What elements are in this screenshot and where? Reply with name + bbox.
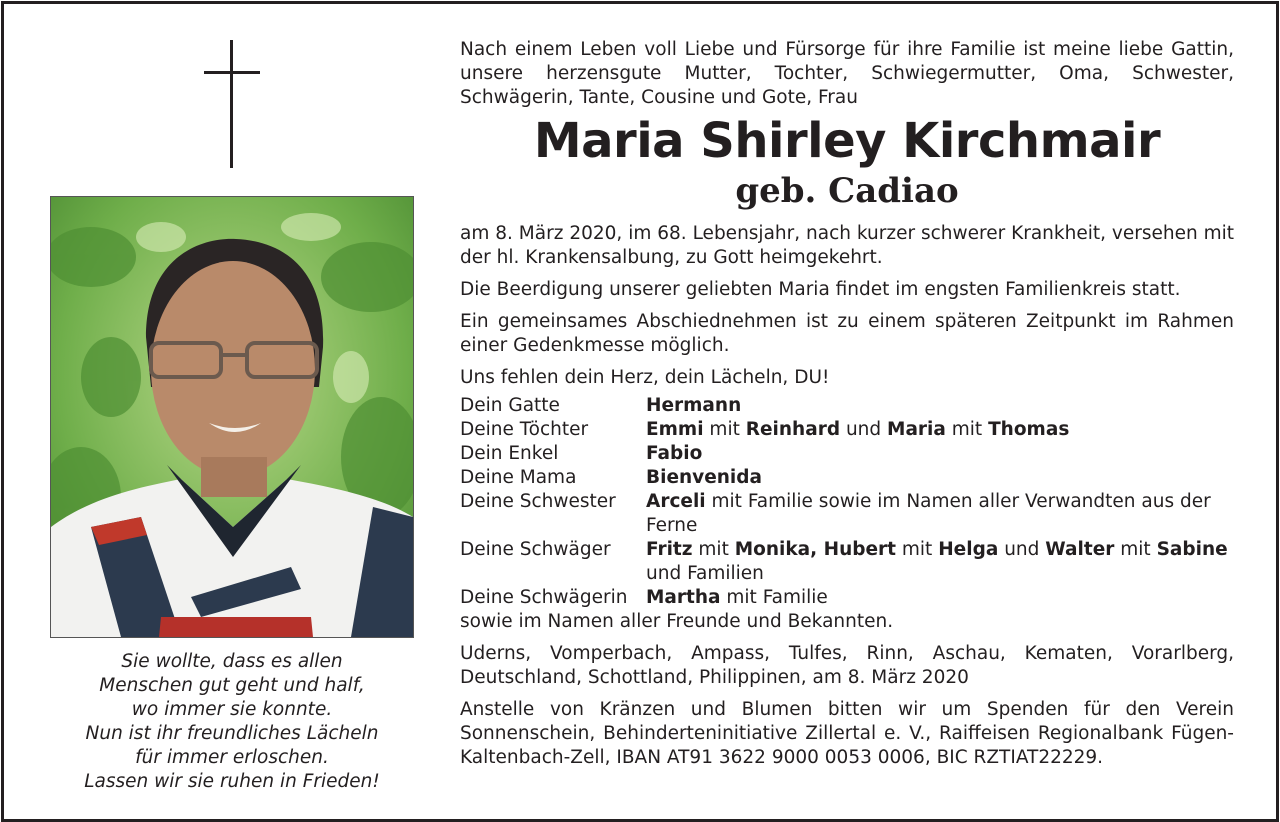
family-members <box>646 466 1234 490</box>
family-member-connector: mit <box>896 539 939 560</box>
poem-line: wo immer sie konnte. <box>131 699 333 720</box>
family-member-name: Sabine <box>1156 539 1228 560</box>
family-members <box>646 490 1234 538</box>
family-member-connector: mit <box>945 419 989 440</box>
places-date: Uderns, Vomperbach, Ampass, Tulfes, Rinn, Aschau, Kematen, Vorarlberg, Deutschland, Schottland, Philippinen, am 8. März 2020 <box>460 643 1234 688</box>
birth-name: geb. Cadiao <box>735 171 959 211</box>
family-members <box>646 586 1234 610</box>
family-member-name: Arceli <box>646 491 706 512</box>
family-member-connector: mit <box>703 419 746 440</box>
missing-line: Uns fehlen dein Herz, dein Lächeln, DU! <box>460 367 830 388</box>
family-member-name: Bienvenida <box>646 467 763 488</box>
funeral-notice: Die Beerdigung unserer geliebten Maria findet im engsten Familienkreis statt. <box>460 279 1181 300</box>
family-member-name: Fabio <box>646 443 703 464</box>
family-member-connector: mit <box>692 539 735 560</box>
memorial-poem <box>50 650 414 794</box>
farewell-notice: Ein gemeinsames Abschiednehmen ist zu einem späteren Zeitpunkt im Rahmen einer Gedenkmesse möglich. <box>460 311 1234 356</box>
family-member-name: Maria <box>887 419 946 440</box>
poem-line: Lassen wir sie ruhen in Frieden! <box>84 771 380 792</box>
family-role: Deine Schwäger <box>460 539 611 560</box>
obituary-text <box>460 38 1234 770</box>
family-member-name: Helga <box>938 539 999 560</box>
family-member-connector: und <box>840 419 888 440</box>
portrait-photo <box>50 196 414 638</box>
family-role: Deine Schwester <box>460 491 616 512</box>
donation-note: Anstelle von Kränzen und Blumen bitten wir um Spenden für den Verein Sonnenschein, Behinderteninitiative Zillertal e. V., Raiffeisen Regionalbank Fügen-Kaltenbach-Zell, IBAN AT91 3622 9000 0053 0006, BIC RZTIAT22229. <box>460 699 1234 768</box>
family-role: Dein Enkel <box>460 443 559 464</box>
family-member-name: Fritz <box>646 539 693 560</box>
family-member-name: Martha <box>646 587 721 608</box>
family-members <box>646 394 1234 418</box>
family-member-connector: und <box>998 539 1046 560</box>
family-members <box>646 538 1234 586</box>
family-member-name: Hermann <box>646 395 742 416</box>
family-role: Deine Töchter <box>460 419 589 440</box>
poem-line: Nun ist ihr freundliches Lächeln <box>85 723 379 744</box>
family-member-connector: mit Familie <box>720 587 828 608</box>
obituary-frame <box>1 1 1279 822</box>
family-role: Deine Mama <box>460 467 577 488</box>
family-member-name: Walter <box>1045 539 1115 560</box>
family-members <box>646 418 1234 442</box>
poem-line: Sie wollte, dass es allen <box>121 651 343 672</box>
family-member-connector: mit Familie sowie im Namen aller Verwandten aus der Ferne <box>646 491 1211 536</box>
family-member-connector: und Familien <box>646 563 764 584</box>
deceased-name: Maria Shirley Kirchmair <box>533 113 1161 169</box>
death-notice: am 8. März 2020, im 68. Lebensjahr, nach kurzer schwerer Krankheit, versehen mit der hl. Krankensalbung, zu Gott heimgekehrt. <box>460 223 1234 268</box>
poem-line: Menschen gut geht und half, <box>99 675 365 696</box>
family-role: Deine Schwägerin <box>460 587 628 608</box>
cross-icon <box>204 40 260 168</box>
family-role: Dein Gatte <box>460 395 560 416</box>
family-members <box>646 442 1234 466</box>
family-member-name: Thomas <box>988 419 1070 440</box>
family-member-name: Emmi <box>646 419 704 440</box>
friends-line: sowie im Namen aller Freunde und Bekannten. <box>460 611 894 632</box>
family-member-name: Monika, Hubert <box>734 539 897 560</box>
intro-text: Nach einem Leben voll Liebe und Fürsorge für ihre Familie ist meine liebe Gattin, unsere herzensgute Mutter, Tochter, Schwiegermutter, Oma, Schwester, Schwägerin, Tante, Cousine und Gote, Frau <box>460 39 1234 108</box>
family-member-name: Reinhard <box>745 419 841 440</box>
family-list <box>460 394 1234 610</box>
family-member-connector: mit <box>1114 539 1157 560</box>
poem-line: für immer erloschen. <box>135 747 329 768</box>
